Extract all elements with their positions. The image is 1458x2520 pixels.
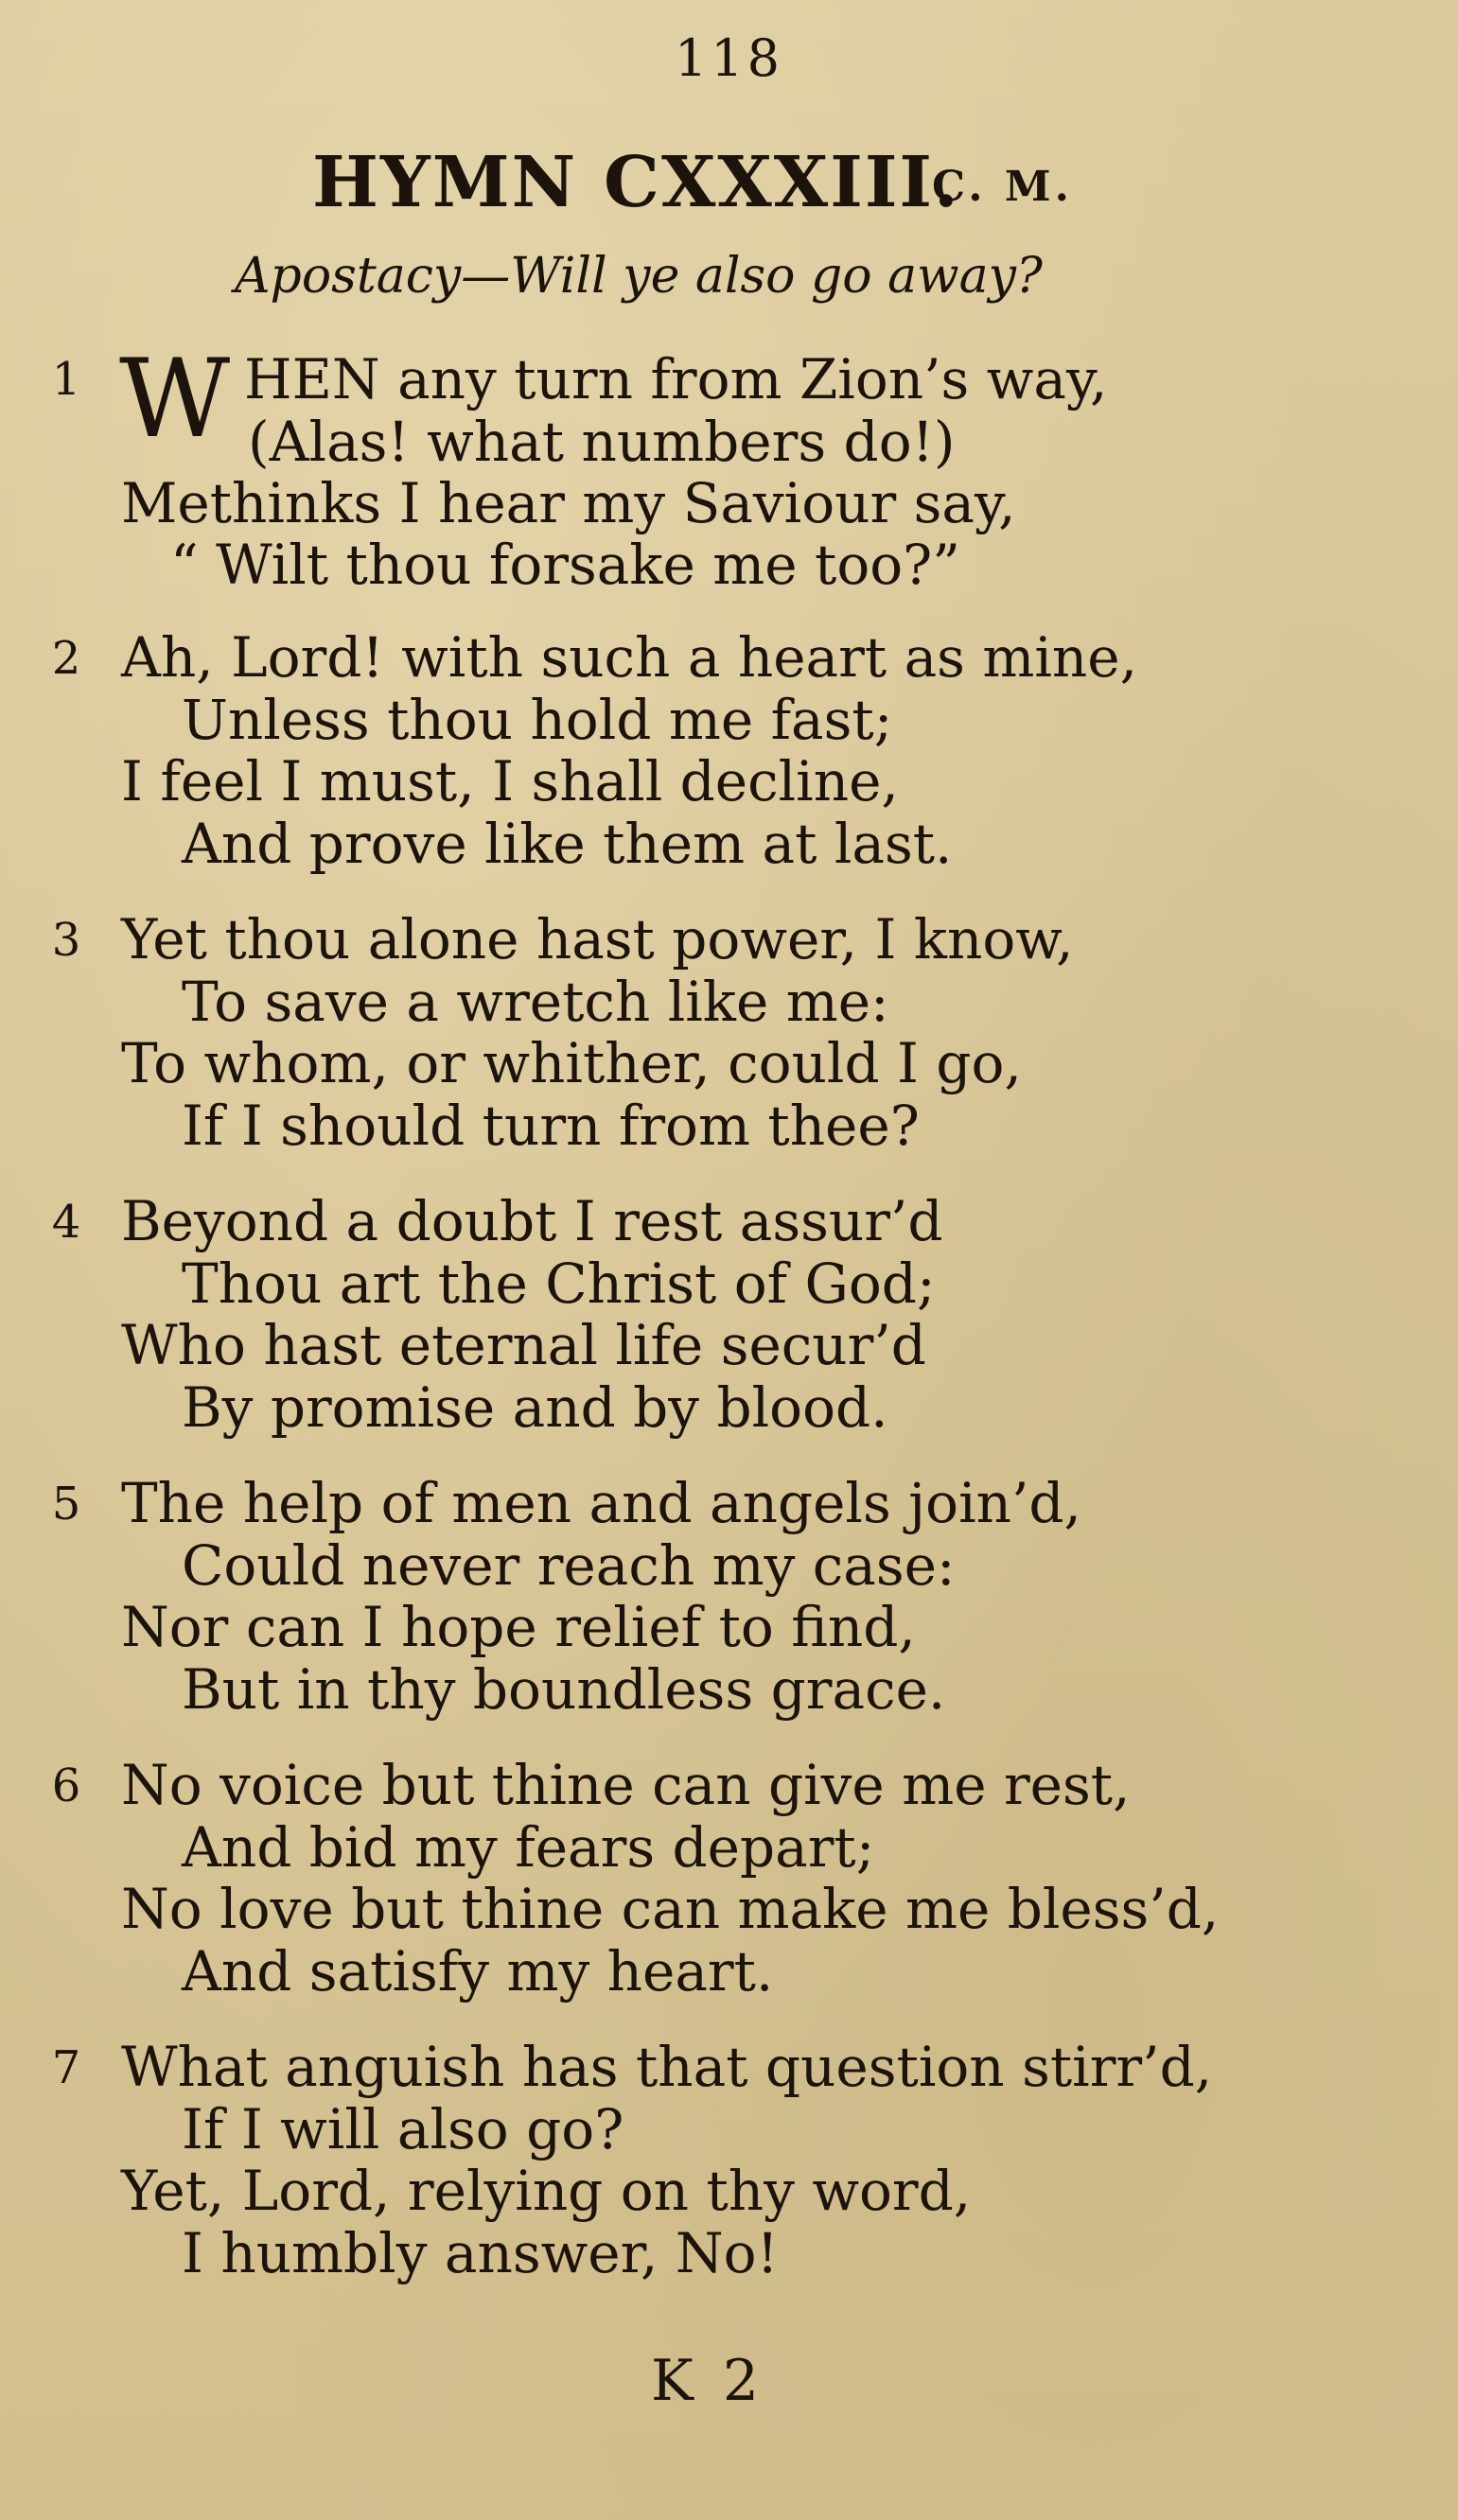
verse-line: Who hast eternal life secur’d (121, 1313, 926, 1377)
verse-line: Yet thou alone hast power, I know, (121, 907, 1074, 971)
verse-line: But in thy boundless grace. (182, 1657, 946, 1722)
page-number: 118 (674, 28, 784, 88)
verse-line: I humbly answer, No! (182, 2221, 779, 2285)
verse-number: 1 (51, 353, 81, 406)
meter-label: C. M. (932, 163, 1073, 211)
signature-mark: K 2 (651, 2348, 765, 2414)
hymn-title: HYMN CXXXIII. (312, 142, 960, 223)
verse-line: And prove like them at last. (182, 812, 953, 876)
verse-line: If I should turn from thee? (182, 1094, 920, 1158)
verse-line: To whom, or whither, could I go, (121, 1031, 1022, 1095)
verse-line: Unless thou hold me fast; (182, 688, 893, 752)
verse-line: “ Wilt thou forsake me too?” (170, 533, 960, 597)
verse-line: Beyond a doubt I rest assur’d (121, 1189, 943, 1253)
verse-number: 4 (51, 1196, 81, 1249)
verse-number: 2 (51, 632, 81, 685)
verse-line: Nor can I hope relief to find, (121, 1595, 916, 1659)
verse-line: Could never reach my case: (182, 1533, 956, 1598)
verse-line: I feel I must, I shall decline, (121, 749, 899, 814)
verse-line: If I will also go? (182, 2097, 624, 2161)
verse-line: Ah, Lord! with such a heart as mine, (121, 625, 1138, 690)
verse-line: No voice but thine can give me rest, (121, 1753, 1131, 1817)
verse-line: What anguish has that question stirr’d, (121, 2035, 1213, 2099)
hymn-subtitle: Apostacy—Will ye also go away? (235, 248, 1043, 305)
verse-number: 3 (51, 914, 81, 967)
verse-line: And bid my fears depart; (182, 1815, 875, 1880)
verse-line: By promise and by blood. (182, 1375, 888, 1440)
verse-number: 7 (51, 2041, 81, 2094)
verse-number: 6 (51, 1759, 81, 1812)
verse-line: The help of men and angels join’d, (121, 1471, 1081, 1535)
verse-line: No love but thine can make me bless’d, (121, 1877, 1220, 1941)
verse-line: Yet, Lord, relying on thy word, (121, 2159, 972, 2223)
verse-line: HEN any turn from Zion’s way, (244, 347, 1108, 411)
verse-line: (Alas! what numbers do!) (248, 410, 956, 474)
drop-cap: W (119, 336, 231, 462)
verse-number: 5 (51, 1478, 81, 1531)
verse-line: Thou art the Christ of God; (182, 1251, 936, 1316)
verse-line: To save a wretch like me: (182, 970, 889, 1034)
verse-line: Methinks I hear my Saviour say, (121, 471, 1016, 535)
verse-line: And satisfy my heart. (182, 1939, 774, 2004)
